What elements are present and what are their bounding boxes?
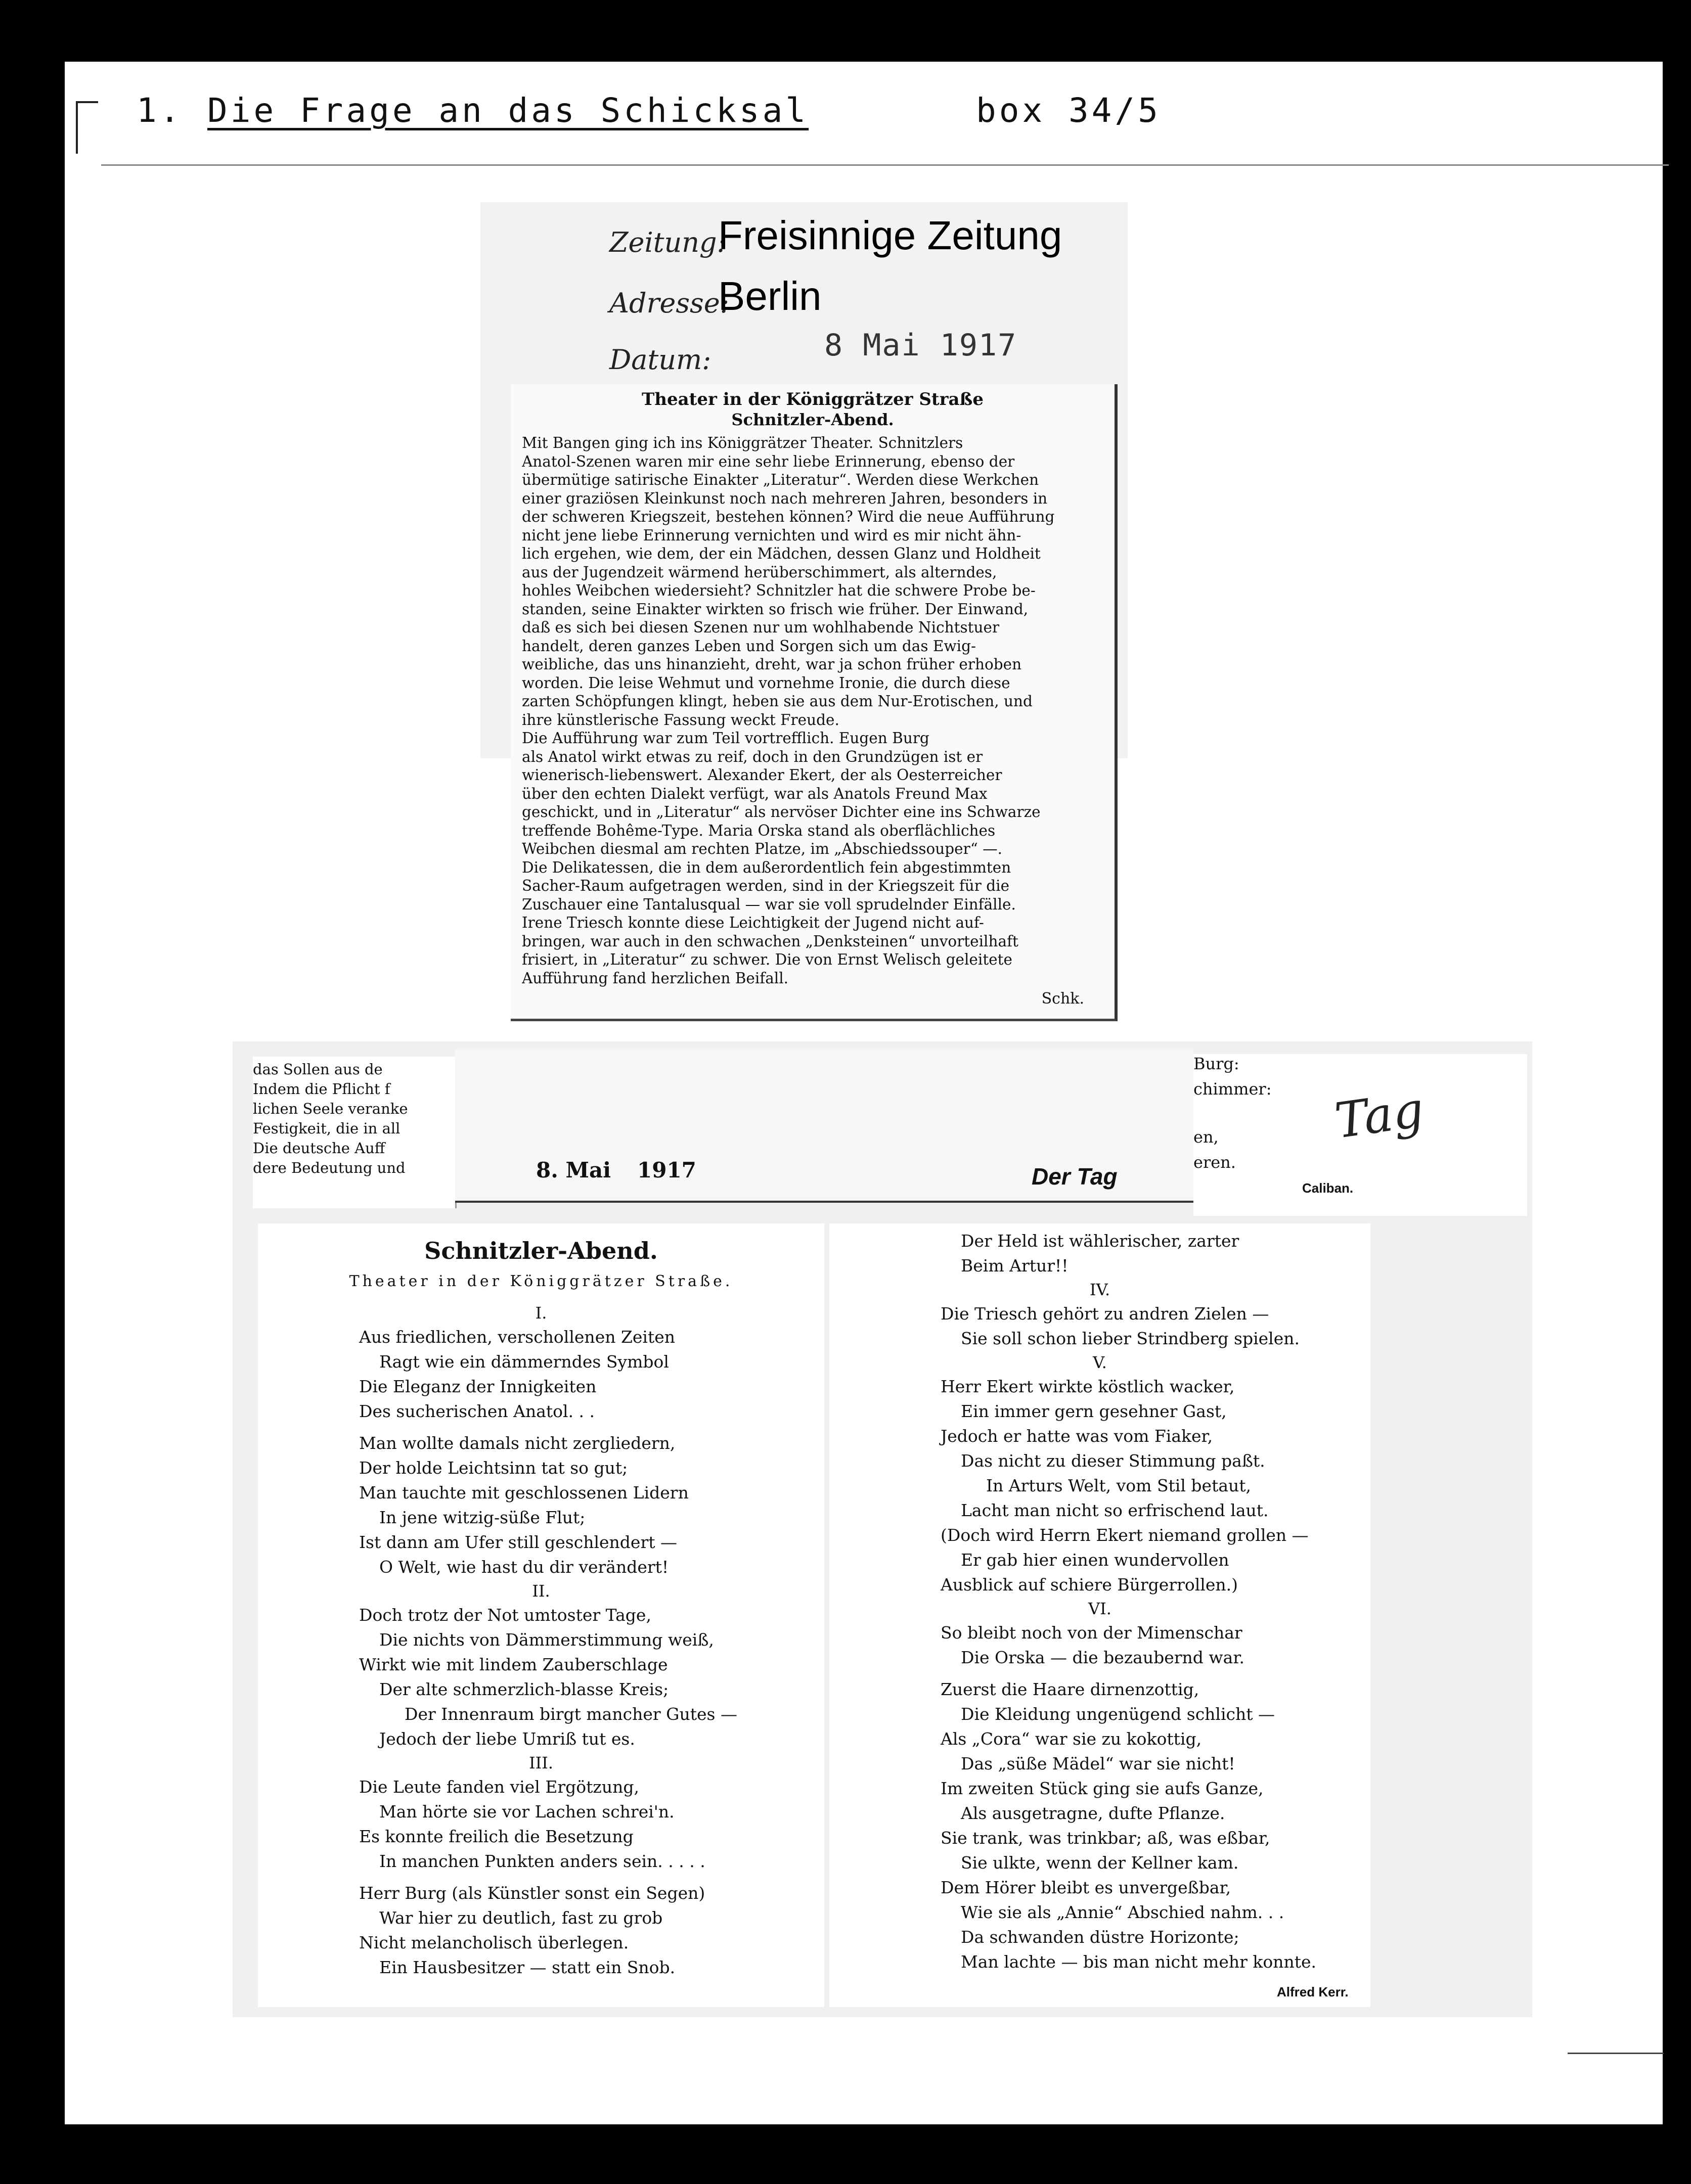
article-heading: Theater in der Königgrätzer Straße [641,389,984,410]
article-line: ihre künstlerische Fassung weckt Freude. [522,711,839,729]
poem-line: Sie soll schon lieber Strindberg spielen. [961,1329,1300,1348]
poem-line: Nicht melancholisch überlegen. [359,1933,629,1952]
header-box: box 34/5 [976,91,1161,130]
newspaper-article [511,384,1118,1021]
poem-line: Ein Hausbesitzer — statt ein Snob. [379,1958,676,1977]
article-line: bringen, war auch in den schwachen „Denksteinen“ unvorteilhaft [522,932,1018,950]
zeitung-label: Zeitung: [609,226,726,258]
poem-line: Sie ulkte, wenn der Kellner kam. [961,1853,1239,1873]
article-line: aus der Jugendzeit wärmend herüberschimmert, als alterndes, [522,563,997,581]
article-line: als Anatol wirkt etwas zu reif, doch in den Grundzügen ist er [522,748,983,765]
poem-line: Der alte schmerzlich-blasse Kreis; [379,1679,669,1699]
poem-line: Die Leute fanden viel Ergötzung, [359,1777,639,1797]
header-divider [101,164,1669,166]
poem-line: Man tauchte mit geschlossenen Lidern [359,1483,689,1503]
poem-left-body [258,1301,824,1980]
poem-line: Man hörte sie vor Lachen schrei'n. [379,1802,675,1822]
poem-line: Als ausgetragne, dufte Pflanze. [961,1803,1225,1823]
right-fragment-line: chimmer: [1193,1079,1272,1099]
article-line: Zuschauer eine Tantalusqual — war sie voll sprudelnder Einfälle. [522,895,1016,913]
caliban-signature: Caliban. [1302,1180,1354,1196]
poem-line: Wirkt wie mit lindem Zauberschlage [359,1655,668,1674]
poem-line: Die Kleidung ungenügend schlicht — [961,1704,1275,1724]
poem-line: Er gab hier einen wundervollen [961,1550,1229,1570]
adresse-label: Adresse: [609,287,729,319]
left-fragment-line: Die deutsche Auff [253,1140,385,1157]
poem-line: In Arturs Welt, vom Stil betaut, [986,1476,1252,1495]
poem-line: Der Held ist wählerischer, zarter [961,1231,1239,1251]
poem-line: Da schwanden düstre Horizonte; [961,1927,1239,1947]
poem-line: In jene witzig-süße Flut; [379,1508,586,1527]
article-line: daß es sich bei diesen Szenen nur um wohlhabende Nichtstuer [522,619,1000,636]
adresse-value: Berlin [718,274,822,318]
poem-line: Doch trotz der Not umtoster Tage, [359,1605,651,1625]
article-line: geschickt, und in „Literatur“ als nervöser Dichter eine ins Schwarze [522,803,1041,821]
poem-line: Beim Artur!! [961,1256,1069,1276]
clipping-year: 1917 [637,1158,696,1182]
header-number: 1. [137,91,183,130]
poem-line: Das nicht zu dieser Stimmung paßt. [961,1451,1265,1471]
article-line: weibliche, das uns hinanzieht, dreht, war ja schon früher erhoben [522,656,1022,673]
article-line: Mit Bangen ging ich ins Königgrätzer Theater. Schnitzlers [522,434,963,451]
right-fragment-line: eren. [1193,1153,1236,1172]
article-line: frisiert, in „Literatur“ zu schwer. Die von Ernst Welisch geleitete [522,951,1012,968]
poem-right-body [829,1228,1370,1974]
left-fragment-line: dere Bedeutung und [253,1159,406,1176]
left-fragment-line: lichen Seele veranke [253,1100,408,1117]
right-fragment-line: Burg: [1193,1054,1239,1073]
poem-line: Die Orska — die bezaubernd war. [961,1648,1244,1667]
date-stamp: 8 Mai 1917 [824,328,1017,363]
corner-mark [76,101,98,154]
zeitung-value: Freisinnige Zeitung [718,213,1062,258]
stanza-number: V. [1093,1353,1107,1372]
left-fragment [253,1057,457,1208]
poem-line: Die Triesch gehört zu andren Zielen — [941,1304,1269,1324]
article-line: treffende Bohême-Type. Maria Orska stand als oberflächliches [522,822,996,839]
article-signature: Schk. [1041,990,1084,1008]
left-fragment-line: Indem die Pflicht f [253,1080,390,1098]
article-line: hohles Weibchen wiedersieht? Schnitzler hat die schwere Probe be- [522,582,1036,599]
article-subheading: Schnitzler-Abend. [731,410,894,429]
article-line: wienerisch-liebenswert. Alexander Ekert, der als Oesterreicher [522,766,1002,784]
article-line: standen, seine Einakter wirkten so frisch wie früher. Der Einwand, [522,600,1029,618]
stanza-number: III. [528,1753,554,1772]
poem-line: (Doch wird Herrn Ekert niemand grollen — [941,1525,1309,1545]
article-line: zarten Schöpfungen klingt, heben sie aus dem Nur-Erotischen, und [522,693,1033,710]
article-line: Aufführung fand herzlichen Beifall. [522,969,789,987]
article-line: übermütige satirische Einakter „Literatur“. Werden diese Werkchen [522,471,1039,488]
poem-line: Jedoch der liebe Umriß tut es. [379,1729,635,1749]
article-line: nicht jene liebe Erinnerung vernichten und wird es mir nicht ähn- [522,526,1021,544]
poem-line: Herr Burg (als Künstler sonst ein Segen) [359,1883,705,1903]
article-line: worden. Die leise Wehmut und vornehme Ironie, die durch diese [522,674,1010,692]
article-line: handelt, deren ganzes Leben und Sorgen sich um das Ewig- [522,637,976,655]
stanza-number: VI. [1088,1599,1111,1618]
poem-title: Schnitzler-Abend. [424,1237,658,1264]
header-title: Die Frage an das Schicksal [207,91,809,130]
poem-line: Herr Ekert wirkte köstlich wacker, [941,1377,1235,1396]
article-line: der schweren Kriegszeit, bestehen können? Wird die neue Aufführung [522,508,1055,525]
clipping-date: 8. Mai [536,1158,611,1182]
left-fragment-line: das Sollen aus de [253,1061,383,1078]
poem-line: Aus friedlichen, verschollenen Zeiten [359,1327,676,1347]
poem-line: Wie sie als „Annie“ Abschied nahm. . . [961,1902,1284,1922]
left-fragment-line: Festigkeit, die in all [253,1120,401,1137]
poem-line: Man lachte — bis man nicht mehr konnte. [961,1952,1317,1972]
poem-line: Man wollte damals nicht zergliedern, [359,1433,676,1453]
article-line: Weibchen diesmal am rechten Platze, im „Abschiedssouper“ —. [522,840,1003,857]
poem-line: Lacht man nicht so erfrischend laut. [961,1500,1269,1520]
stanza-gap [829,1670,1370,1677]
bottom-rule [1568,2053,1664,2054]
stanza-gap [258,1424,824,1431]
poem-subtitle: Theater in der Königgrätzer Straße. [349,1272,733,1290]
article-body [522,434,1103,987]
stanza-number: IV. [1089,1280,1110,1299]
stanza-number: I. [535,1303,547,1323]
right-fragment-line: en, [1193,1127,1219,1147]
handwritten-initial: Tag [1331,1081,1428,1150]
stanza-gap [258,1874,824,1881]
article-line: Irene Triesch konnte diese Leichtigkeit der Jugend nicht auf- [522,914,984,931]
article-line: lich ergehen, wie dem, der ein Mädchen, dessen Glanz und Holdheit [522,545,1041,562]
poem-line: Ein immer gern gesehner Gast, [961,1401,1227,1421]
stanza-number: II. [532,1581,550,1601]
datum-label: Datum: [609,344,711,376]
poem-line: Der holde Leichtsinn tat so gut; [359,1458,628,1478]
poem-line: Zuerst die Haare dirnenzottig, [941,1679,1199,1699]
article-line: einer graziösen Kleinkunst noch nach mehreren Jahren, besonders in [522,489,1048,507]
poem-line: Dem Hörer bleibt es unvergeßbar, [941,1878,1231,1897]
poem-line: Das „süße Mädel“ war sie nicht! [961,1754,1235,1773]
poem-left-column [258,1223,824,2007]
poem-line: Die Eleganz der Innigkeiten [359,1377,597,1396]
poem-line: Sie trank, was trinkbar; aß, was eßbar, [941,1828,1270,1848]
poem-line: Des sucherischen Anatol. . . [359,1401,595,1421]
poem-line: Es konnte freilich die Besetzung [359,1827,634,1846]
poem-author: Alfred Kerr. [1277,1984,1349,1999]
article-line: über den echten Dialekt verfügt, war als Anatols Freund Max [522,785,988,802]
poem-line: War hier zu deutlich, fast zu grob [379,1908,663,1928]
article-line: Die Aufführung war zum Teil vortrefflich. Eugen Burg [522,730,929,747]
poem-line: Im zweiten Stück ging sie aufs Ganze, [941,1779,1264,1798]
poem-line: Die nichts von Dämmerstimmung weiß, [379,1630,714,1650]
poem-line: Ragt wie ein dämmerndes Symbol [379,1352,669,1372]
article-line: Anatol-Szenen waren mir eine sehr liebe Erinnerung, ebenso der [522,452,1015,470]
poem-line: So bleibt noch von der Mimenschar [941,1623,1242,1643]
poem-line: Der Innenraum birgt mancher Gutes — [405,1704,737,1724]
poem-line: O Welt, wie hast du dir verändert! [379,1557,669,1577]
poem-line: Ist dann am Ufer still geschlendert — [359,1532,677,1552]
article-line: Die Delikatessen, die in dem außerordentlich fein abgestimmten [522,858,1011,876]
poem-line: Ausblick auf schiere Bürgerrollen.) [941,1575,1238,1595]
poem-line: In manchen Punkten anders sein. . . . . [379,1851,705,1871]
poem-right-column [829,1223,1370,2007]
article-line: Sacher-Raum aufgetragen werden, sind in der Kriegszeit für die [522,877,1010,894]
poem-line: Jedoch er hatte was vom Fiaker, [941,1426,1213,1446]
newspaper-name: Der Tag [1032,1163,1118,1190]
poem-line: Als „Cora“ war sie zu kokottig, [941,1729,1202,1749]
